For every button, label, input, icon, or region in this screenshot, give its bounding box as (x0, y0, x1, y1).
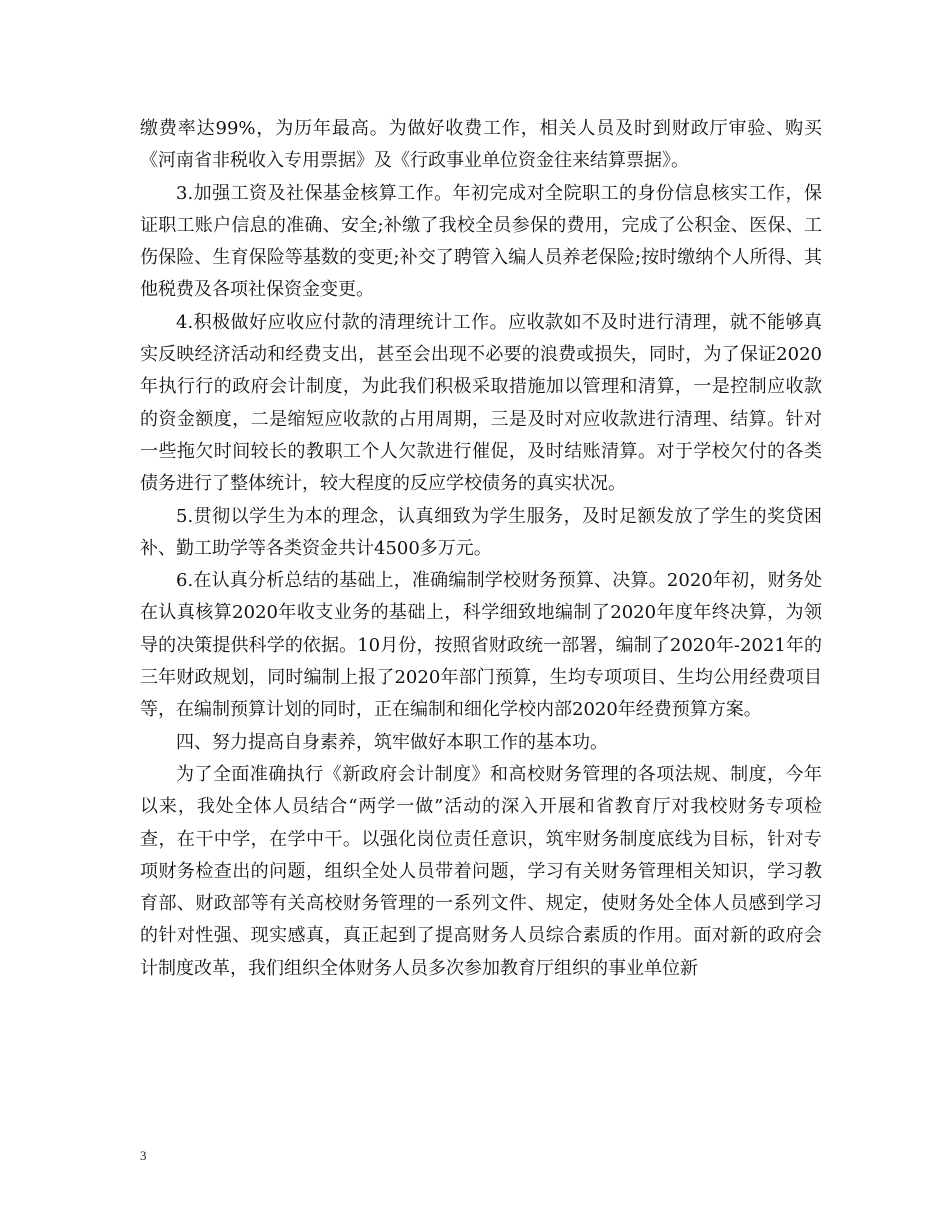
paragraph-student-funding: 5.贯彻以学生为本的理念，认真细致为学生服务，及时足额发放了学生的奖贷困补、勤工助学等各类资金共计4500多万元。 (140, 505, 822, 559)
page-number: 3 (140, 1148, 147, 1163)
paragraph-staff-training: 为了全面准确执行《新政府会计制度》和高校财务管理的各项法规、制度，今年以来，我处全体人员结合“两学一做”活动的深入开展和省教育厅对我校财务专项检查，在干中学，在学中干。以强化岗位责任意识，筑牢财务制度底线为目标，针对专项财务检查出的问题，组织全处人员带着问题，学习有关财务管理相关知识，学习教育部、财政部等有关高校财务管理的一系列文件、规定，使财务处全体人员感到学习的针对性强、现实感真，真正起到了提高财务人员综合素质的作用。面对新的政府会计制度改革，我们组织全体财务人员多次参加教育厅组织的事业单位新 (140, 763, 822, 979)
paragraph-payroll-social-security: 3.加强工资及社保基金核算工作。年初完成对全院职工的身份信息核实工作，保证职工账户信息的准确、安全;补缴了我校全员参保的费用，完成了公积金、医保、工伤保险、生育保险等基数的变更;补交了聘管入编人员养老保险;按时缴纳个人所得、其他税费及各项社保资金变更。 (140, 182, 822, 301)
document-body (140, 113, 822, 985)
paragraph-fee-rate: 缴费率达99%，为历年最高。为做好收费工作，相关人员及时到财政厅审验、购买《河南省非税收入专用票据》及《行政事业单位资金往来结算票据》。 (140, 118, 822, 172)
paragraph-receivables-payables: 4.积极做好应收应付款的清理统计工作。应收款如不及时进行清理，就不能够真实反映经济活动和经费支出，甚至会出现不必要的浪费或损失，同时，为了保证2020年执行行的政府会计制度，为此我们积极采取措施加以管理和清算，一是控制应收款的资金额度，二是缩短应收款的占用周期，三是及时对应收款进行清理、结算。针对一些拖欠时间较长的教职工个人欠款进行催促，及时结账清算。对于学校欠付的各类债务进行了整体统计，较大程度的反应学校债务的真实状况。 (140, 311, 822, 495)
section-heading-four: 四、努力提高自身素养，筑牢做好本职工作的基本功。 (176, 731, 608, 753)
paragraph-budget-final-accounts: 6.在认真分析总结的基础上，准确编制学校财务预算、决算。2020年初，财务处在认真核算2020年收支业务的基础上，科学细致地编制了2020年度年终决算，为领导的决策提供科学的依据。10月份，按照省财政统一部署，编制了2020年-2021年的三年财政规划，同时编制上报了2020年部门预算，生均专项项目、生均公用经费项目等，在编制预算计划的同时，正在编制和细化学校内部2020年经费预算方案。 (140, 570, 822, 721)
